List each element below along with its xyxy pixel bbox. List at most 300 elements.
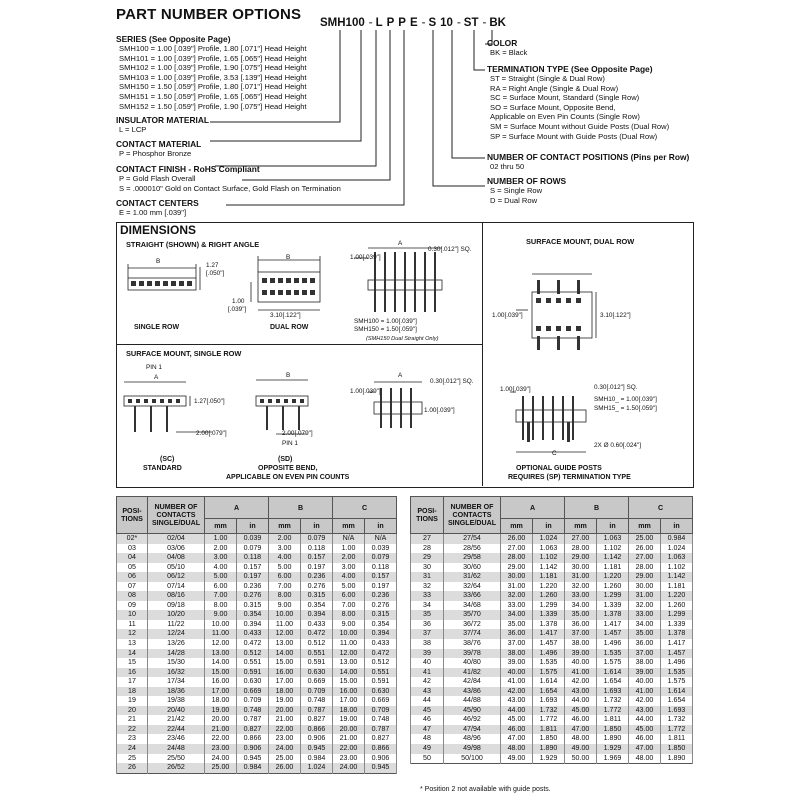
table-row — [411, 534, 693, 544]
table-cell: 1.811 — [597, 715, 629, 725]
part-number-segment: SMH100 — [320, 17, 365, 29]
table-cell: 48.00 — [501, 744, 533, 754]
table-cell: 25.00 — [205, 763, 237, 773]
th-b-mm-r: mm — [565, 519, 597, 534]
rows-lines — [487, 186, 566, 205]
table-row — [411, 715, 693, 725]
table-cell: 34.00 — [629, 620, 661, 630]
table-cell: 23.00 — [205, 744, 237, 754]
table-row — [117, 553, 397, 563]
table-cell: 1.063 — [597, 534, 629, 544]
table-row — [117, 734, 397, 744]
table-cell: 1.457 — [597, 629, 629, 639]
dim-label-100-039d: 1.00[.039"] — [424, 407, 455, 414]
th-contacts-r: NUMBER OF CONTACTS SINGLE/DUAL — [444, 497, 501, 534]
table-row — [411, 582, 693, 592]
dim-label-pin1b: PIN 1 — [282, 440, 298, 447]
table-cell: 36 — [411, 620, 444, 630]
table-cell: 43 — [411, 687, 444, 697]
table-cell: 37 — [411, 629, 444, 639]
table-cell: 1.654 — [597, 677, 629, 687]
table-row — [411, 601, 693, 611]
table-cell: 28/56 — [444, 544, 501, 554]
table-cell: 0.984 — [237, 763, 269, 773]
table-cell: 27/54 — [444, 534, 501, 544]
table-cell: 1.181 — [597, 563, 629, 573]
table-cell: 30/60 — [444, 563, 501, 573]
table-cell: 1.260 — [597, 582, 629, 592]
dim-label-100-039a: 1.00[.039"] — [350, 254, 381, 261]
table-cell: 32/64 — [444, 582, 501, 592]
table-cell: 20/40 — [148, 706, 205, 716]
table-cell: 21.00 — [269, 715, 301, 725]
option-line: SMH150 = 1.50 [.059"] Profile, 1.80 [.071"] Head Height — [119, 82, 307, 92]
table-row — [411, 610, 693, 620]
table-cell: 0.748 — [301, 696, 333, 706]
table-cell: 22.00 — [269, 725, 301, 735]
table-cell: 33/66 — [444, 591, 501, 601]
dim-label-050: [.050"] — [206, 270, 225, 277]
table-cell: 1.693 — [533, 696, 565, 706]
table-cell: 36.00 — [565, 620, 597, 630]
table-cell: 12/24 — [148, 629, 205, 639]
table-cell: 0.551 — [365, 668, 397, 678]
table-cell: 28 — [411, 544, 444, 554]
table-cell: 29/58 — [444, 553, 501, 563]
insulator-lines — [116, 125, 209, 135]
table-cell: 0.945 — [365, 763, 397, 773]
table-cell: 41.00 — [629, 687, 661, 697]
table-cell: 0.276 — [301, 582, 333, 592]
table-cell: 1.535 — [533, 658, 565, 668]
termination-lines — [487, 74, 669, 141]
table-cell: 49.00 — [565, 744, 597, 754]
table-cell: 1.535 — [661, 668, 693, 678]
th-positions: POSI-TIONS — [117, 497, 148, 534]
th-c: C — [333, 497, 397, 519]
dim-label-060: 2X Ø 0.60[.024"] — [594, 442, 642, 449]
th-c-mm-r: mm — [629, 519, 661, 534]
th-b-r: B — [565, 497, 629, 519]
table-cell: 35.00 — [501, 620, 533, 630]
table-cell: 37.00 — [565, 629, 597, 639]
table-cell: 36.00 — [629, 639, 661, 649]
table-cell: 1.220 — [533, 582, 565, 592]
table-cell: 05 — [117, 563, 148, 573]
table-cell: 1.614 — [661, 687, 693, 697]
table-cell: 1.299 — [597, 591, 629, 601]
table-cell: 35.00 — [629, 629, 661, 639]
table-cell: 14/28 — [148, 649, 205, 659]
table-cell: 30.00 — [501, 572, 533, 582]
table-cell: 28.00 — [565, 544, 597, 554]
table-cell: 44.00 — [629, 715, 661, 725]
table-cell: 0.039 — [237, 534, 269, 544]
th-a-r: A — [501, 497, 565, 519]
insulator-group — [116, 115, 209, 135]
table-cell: 18.00 — [205, 696, 237, 706]
table-cell: 1.00 — [333, 544, 365, 554]
table-cell: 27.00 — [501, 544, 533, 554]
part-number-segment: E — [409, 17, 418, 29]
table-cell: 29.00 — [565, 553, 597, 563]
table-cell: 28.00 — [501, 553, 533, 563]
table-cell: 15/30 — [148, 658, 205, 668]
table-cell: 26 — [117, 763, 148, 773]
table-cell: 0.118 — [365, 563, 397, 573]
table-cell: 34.00 — [565, 601, 597, 611]
table-cell: 1.260 — [661, 601, 693, 611]
table-cell: 11/22 — [148, 620, 205, 630]
table-cell: 07/14 — [148, 582, 205, 592]
table-cell: 0.630 — [365, 687, 397, 697]
table-cell: 9.00 — [333, 620, 365, 630]
caption-guide-1: OPTIONAL GUIDE POSTS — [516, 465, 602, 472]
table-cell: 0.748 — [365, 715, 397, 725]
table-cell: 39.00 — [629, 668, 661, 678]
table-cell: 19 — [117, 696, 148, 706]
table-cell: 1.339 — [661, 620, 693, 630]
table-row — [117, 582, 397, 592]
table-row — [117, 763, 397, 773]
table-cell: 02* — [117, 534, 148, 544]
table-row — [117, 715, 397, 725]
th-positions-r: POSI-TIONS — [411, 497, 444, 534]
table-cell: 5.00 — [205, 572, 237, 582]
table-cell: 44 — [411, 696, 444, 706]
table-cell: 0.984 — [301, 754, 333, 764]
table-cell: 1.732 — [597, 696, 629, 706]
table-cell: 37.00 — [629, 649, 661, 659]
table-cell: 1.299 — [533, 601, 565, 611]
table-cell: 23.00 — [269, 734, 301, 744]
table-cell: 46 — [411, 715, 444, 725]
table-cell: 0.591 — [365, 677, 397, 687]
table-cell: 10.00 — [205, 620, 237, 630]
th-contacts: NUMBER OF CONTACTS SINGLE/DUAL — [148, 497, 205, 534]
table-cell: 37.00 — [501, 639, 533, 649]
table-row — [411, 649, 693, 659]
table-cell: 0.236 — [365, 591, 397, 601]
table-cell: 1.378 — [597, 610, 629, 620]
table-row — [117, 754, 397, 764]
table-cell: 27.00 — [629, 553, 661, 563]
table-cell: 1.496 — [597, 639, 629, 649]
table-cell: 0.315 — [237, 601, 269, 611]
table-cell: 32.00 — [501, 591, 533, 601]
table-cell: 1.772 — [533, 715, 565, 725]
table-cell: 17.00 — [333, 696, 365, 706]
table-cell: 0.906 — [237, 744, 269, 754]
table-cell: 24.00 — [205, 754, 237, 764]
table-cell: 1.339 — [533, 610, 565, 620]
table-cell: 15.00 — [205, 668, 237, 678]
table-cell: 1.811 — [661, 734, 693, 744]
table-cell: 20.00 — [205, 715, 237, 725]
part-number-segment: P — [386, 17, 395, 29]
color-group — [487, 38, 527, 58]
dim-label-smh150-note: (SMH150 Dual Straight Only) — [366, 336, 439, 342]
table-cell: 50 — [411, 754, 444, 764]
option-line: SMH100 = 1.00 [.039"] Profile, 1.80 [.071"] Head Height — [119, 44, 307, 53]
table-cell: 45 — [411, 706, 444, 716]
table-cell: 27 — [411, 534, 444, 544]
table-cell: 1.693 — [597, 687, 629, 697]
straight-title: STRAIGHT (SHOWN) & RIGHT ANGLE — [126, 240, 260, 249]
th-b: B — [269, 497, 333, 519]
dim-label-a1: A — [398, 240, 403, 247]
table-cell: 1.890 — [661, 754, 693, 764]
table-cell: 38.00 — [565, 639, 597, 649]
table-cell: 34/68 — [444, 601, 501, 611]
table-cell: 18 — [117, 687, 148, 697]
part-number-segment: ST — [463, 17, 479, 29]
contact-centers-lines — [116, 208, 199, 218]
table-cell: 0.591 — [301, 658, 333, 668]
th-b-in: in — [301, 519, 333, 534]
table-cell: 0.079 — [237, 544, 269, 554]
table-cell: 7.00 — [269, 582, 301, 592]
dim-label-127: 1.27 — [206, 262, 219, 269]
table-cell: 1.024 — [661, 544, 693, 554]
table-cell: 10/20 — [148, 610, 205, 620]
table-cell: 22/44 — [148, 725, 205, 735]
table-cell: 1.614 — [597, 668, 629, 678]
table-cell: 30 — [411, 563, 444, 573]
table-cell: 17 — [117, 677, 148, 687]
table-cell: 0.669 — [301, 677, 333, 687]
table-cell: 28.00 — [629, 563, 661, 573]
table-cell: 35.00 — [565, 610, 597, 620]
table-cell: 0.512 — [301, 639, 333, 649]
table-cell: 1.024 — [533, 534, 565, 544]
table-cell: 0.276 — [237, 591, 269, 601]
table-cell: 0.039 — [365, 544, 397, 554]
table-cell: 08/16 — [148, 591, 205, 601]
option-line: SP = Surface Mount with Guide Posts (Dual Row) — [490, 131, 658, 141]
caption-sd-name-1: OPPOSITE BEND, — [258, 465, 318, 472]
table-cell: N/A — [365, 534, 397, 544]
table-cell: 23 — [117, 734, 148, 744]
table-cell: 2.00 — [333, 553, 365, 563]
table-cell: 7.00 — [205, 591, 237, 601]
dim-label-100-039b: 1.00[.039"] — [492, 312, 523, 319]
dim-label-030sq2: 0.30[.012"] SQ. — [430, 378, 474, 385]
table-cell: 1.181 — [533, 572, 565, 582]
dim-label-a2: A — [154, 374, 159, 381]
table-cell: 0.354 — [301, 601, 333, 611]
table-cell: 1.969 — [597, 754, 629, 764]
table-row — [411, 553, 693, 563]
page-title: PART NUMBER OPTIONS — [116, 6, 302, 23]
dim-label-030sq: 0.30[.012"] SQ. — [428, 246, 472, 253]
dim-label-pin1: PIN 1 — [146, 364, 162, 371]
table-cell: 0.866 — [237, 734, 269, 744]
table-cell: 04/08 — [148, 553, 205, 563]
table-row — [411, 725, 693, 735]
table-cell: 1.102 — [597, 544, 629, 554]
table-cell: 0.512 — [237, 649, 269, 659]
table-cell: 02/04 — [148, 534, 205, 544]
table-row — [411, 706, 693, 716]
positions-lines — [487, 162, 689, 172]
table-cell: 0.945 — [237, 754, 269, 764]
sm-dual-title: SURFACE MOUNT, DUAL ROW — [526, 237, 635, 246]
table-cell: 1.063 — [533, 544, 565, 554]
table-cell: 0.118 — [301, 544, 333, 554]
th-a: A — [205, 497, 269, 519]
table-cell: 36/72 — [444, 620, 501, 630]
option-line: L = LCP — [119, 125, 147, 134]
table-cell: 0.354 — [365, 620, 397, 630]
dim-label-310b: 3.10[.122"] — [600, 312, 631, 319]
table-cell: 13.00 — [205, 649, 237, 659]
table-cell: 31.00 — [629, 591, 661, 601]
table-cell: 34.00 — [501, 610, 533, 620]
part-number-segment: P — [398, 17, 406, 29]
table-cell: 1.929 — [597, 744, 629, 754]
table-cell: 18.00 — [333, 706, 365, 716]
table-cell: 13 — [117, 639, 148, 649]
th-c-in: in — [365, 519, 397, 534]
table-cell: 45/90 — [444, 706, 501, 716]
table-cell: 0.433 — [237, 629, 269, 639]
table-cell: 21/42 — [148, 715, 205, 725]
th-b-in-r: in — [597, 519, 629, 534]
table-cell: 22.00 — [333, 744, 365, 754]
table-cell: 0.079 — [301, 534, 333, 544]
table-cell: 31.00 — [565, 572, 597, 582]
dim-label-310a: 3.10[.122"] — [270, 312, 301, 319]
table-cell: 0.748 — [237, 706, 269, 716]
table-cell: 31.00 — [501, 582, 533, 592]
table-cell: 16.00 — [205, 677, 237, 687]
table-row — [117, 629, 397, 639]
table-row — [411, 677, 693, 687]
table-row — [411, 734, 693, 744]
table-row — [411, 668, 693, 678]
table-cell: 42.00 — [565, 677, 597, 687]
table-cell: 19.00 — [205, 706, 237, 716]
table-cell: 11.00 — [205, 629, 237, 639]
table-cell: 14.00 — [205, 658, 237, 668]
table-row — [117, 744, 397, 754]
table-cell: 20.00 — [333, 725, 365, 735]
table-cell: 0.591 — [237, 668, 269, 678]
table-cell: 46.00 — [629, 734, 661, 744]
table-cell: 1.496 — [533, 649, 565, 659]
table-cell: 06 — [117, 572, 148, 582]
table-cell: 38/76 — [444, 639, 501, 649]
table-row — [411, 744, 693, 754]
series-group — [116, 34, 336, 111]
dim-label-100: 1.00 — [232, 298, 245, 305]
table-cell: 33.00 — [501, 601, 533, 611]
table-cell: 41/82 — [444, 668, 501, 678]
table-cell: 41 — [411, 668, 444, 678]
dim-label-c: C — [552, 450, 557, 457]
th-a-mm: mm — [205, 519, 237, 534]
table-cell: 19/38 — [148, 696, 205, 706]
table-cell: 15.00 — [269, 658, 301, 668]
table-cell: 1.220 — [661, 591, 693, 601]
table-cell: 4.00 — [333, 572, 365, 582]
table-cell: 1.299 — [661, 610, 693, 620]
table-cell: 43.00 — [629, 706, 661, 716]
table-cell: 47/94 — [444, 725, 501, 735]
table-cell: 8.00 — [269, 591, 301, 601]
table-cell: 0.197 — [365, 582, 397, 592]
table-cell: 12.00 — [333, 649, 365, 659]
table-row — [117, 696, 397, 706]
dim-label-smh15: SMH15_ = 1.50[.059"] — [594, 405, 657, 412]
table-cell: 1.378 — [533, 620, 565, 630]
table-cell: 1.102 — [661, 563, 693, 573]
table-cell: 0.827 — [301, 715, 333, 725]
table-cell: 0.551 — [301, 649, 333, 659]
table-cell: 21.00 — [205, 725, 237, 735]
table-row — [411, 563, 693, 573]
table-row — [117, 620, 397, 630]
option-line: S = .000010" Gold on Contact Surface, Gold Flash on Termination — [119, 183, 341, 193]
table-cell: 17/34 — [148, 677, 205, 687]
table-cell: 1.772 — [597, 706, 629, 716]
table-cell: 1.614 — [533, 677, 565, 687]
table-cell: 14 — [117, 649, 148, 659]
table-cell: 11.00 — [333, 639, 365, 649]
table-cell: 23.00 — [333, 754, 365, 764]
table-cell: 4.00 — [205, 563, 237, 573]
table-cell: 1.850 — [533, 734, 565, 744]
table-cell: 29 — [411, 553, 444, 563]
table-cell: 0.394 — [301, 610, 333, 620]
table-cell: 0.236 — [237, 582, 269, 592]
table-cell: 39.00 — [501, 658, 533, 668]
dimension-table-left — [116, 496, 397, 774]
table-row — [117, 725, 397, 735]
option-line: 02 thru 50 — [490, 162, 525, 171]
caption-sc-name: STANDARD — [143, 465, 182, 472]
table-row — [117, 706, 397, 716]
table-cell: 45.00 — [565, 706, 597, 716]
table-cell: 20 — [117, 706, 148, 716]
table-cell: 39/78 — [444, 649, 501, 659]
th-c-mm: mm — [333, 519, 365, 534]
table-cell: 13/26 — [148, 639, 205, 649]
table-cell: 04 — [117, 553, 148, 563]
table-cell: 0.709 — [301, 687, 333, 697]
table-cell: 31 — [411, 572, 444, 582]
table-cell: 32.00 — [565, 582, 597, 592]
table-cell: 6.00 — [205, 582, 237, 592]
table-cell: 1.142 — [597, 553, 629, 563]
part-number-segment: S — [428, 17, 437, 29]
table-cell: 0.984 — [661, 534, 693, 544]
table-cell: 25 — [117, 754, 148, 764]
table-cell: 29.00 — [501, 563, 533, 573]
table-cell: 18.00 — [269, 687, 301, 697]
table-cell: 45.00 — [501, 715, 533, 725]
table-cell: 0.276 — [365, 601, 397, 611]
table-cell: 12.00 — [205, 639, 237, 649]
table-row — [117, 649, 397, 659]
table-cell: 49 — [411, 744, 444, 754]
table-cell: 8.00 — [333, 610, 365, 620]
table-cell: 0.906 — [301, 734, 333, 744]
table-cell: 40 — [411, 658, 444, 668]
th-a-in: in — [237, 519, 269, 534]
dim-label-smh10: SMH10_ = 1.00[.039"] — [594, 396, 657, 403]
